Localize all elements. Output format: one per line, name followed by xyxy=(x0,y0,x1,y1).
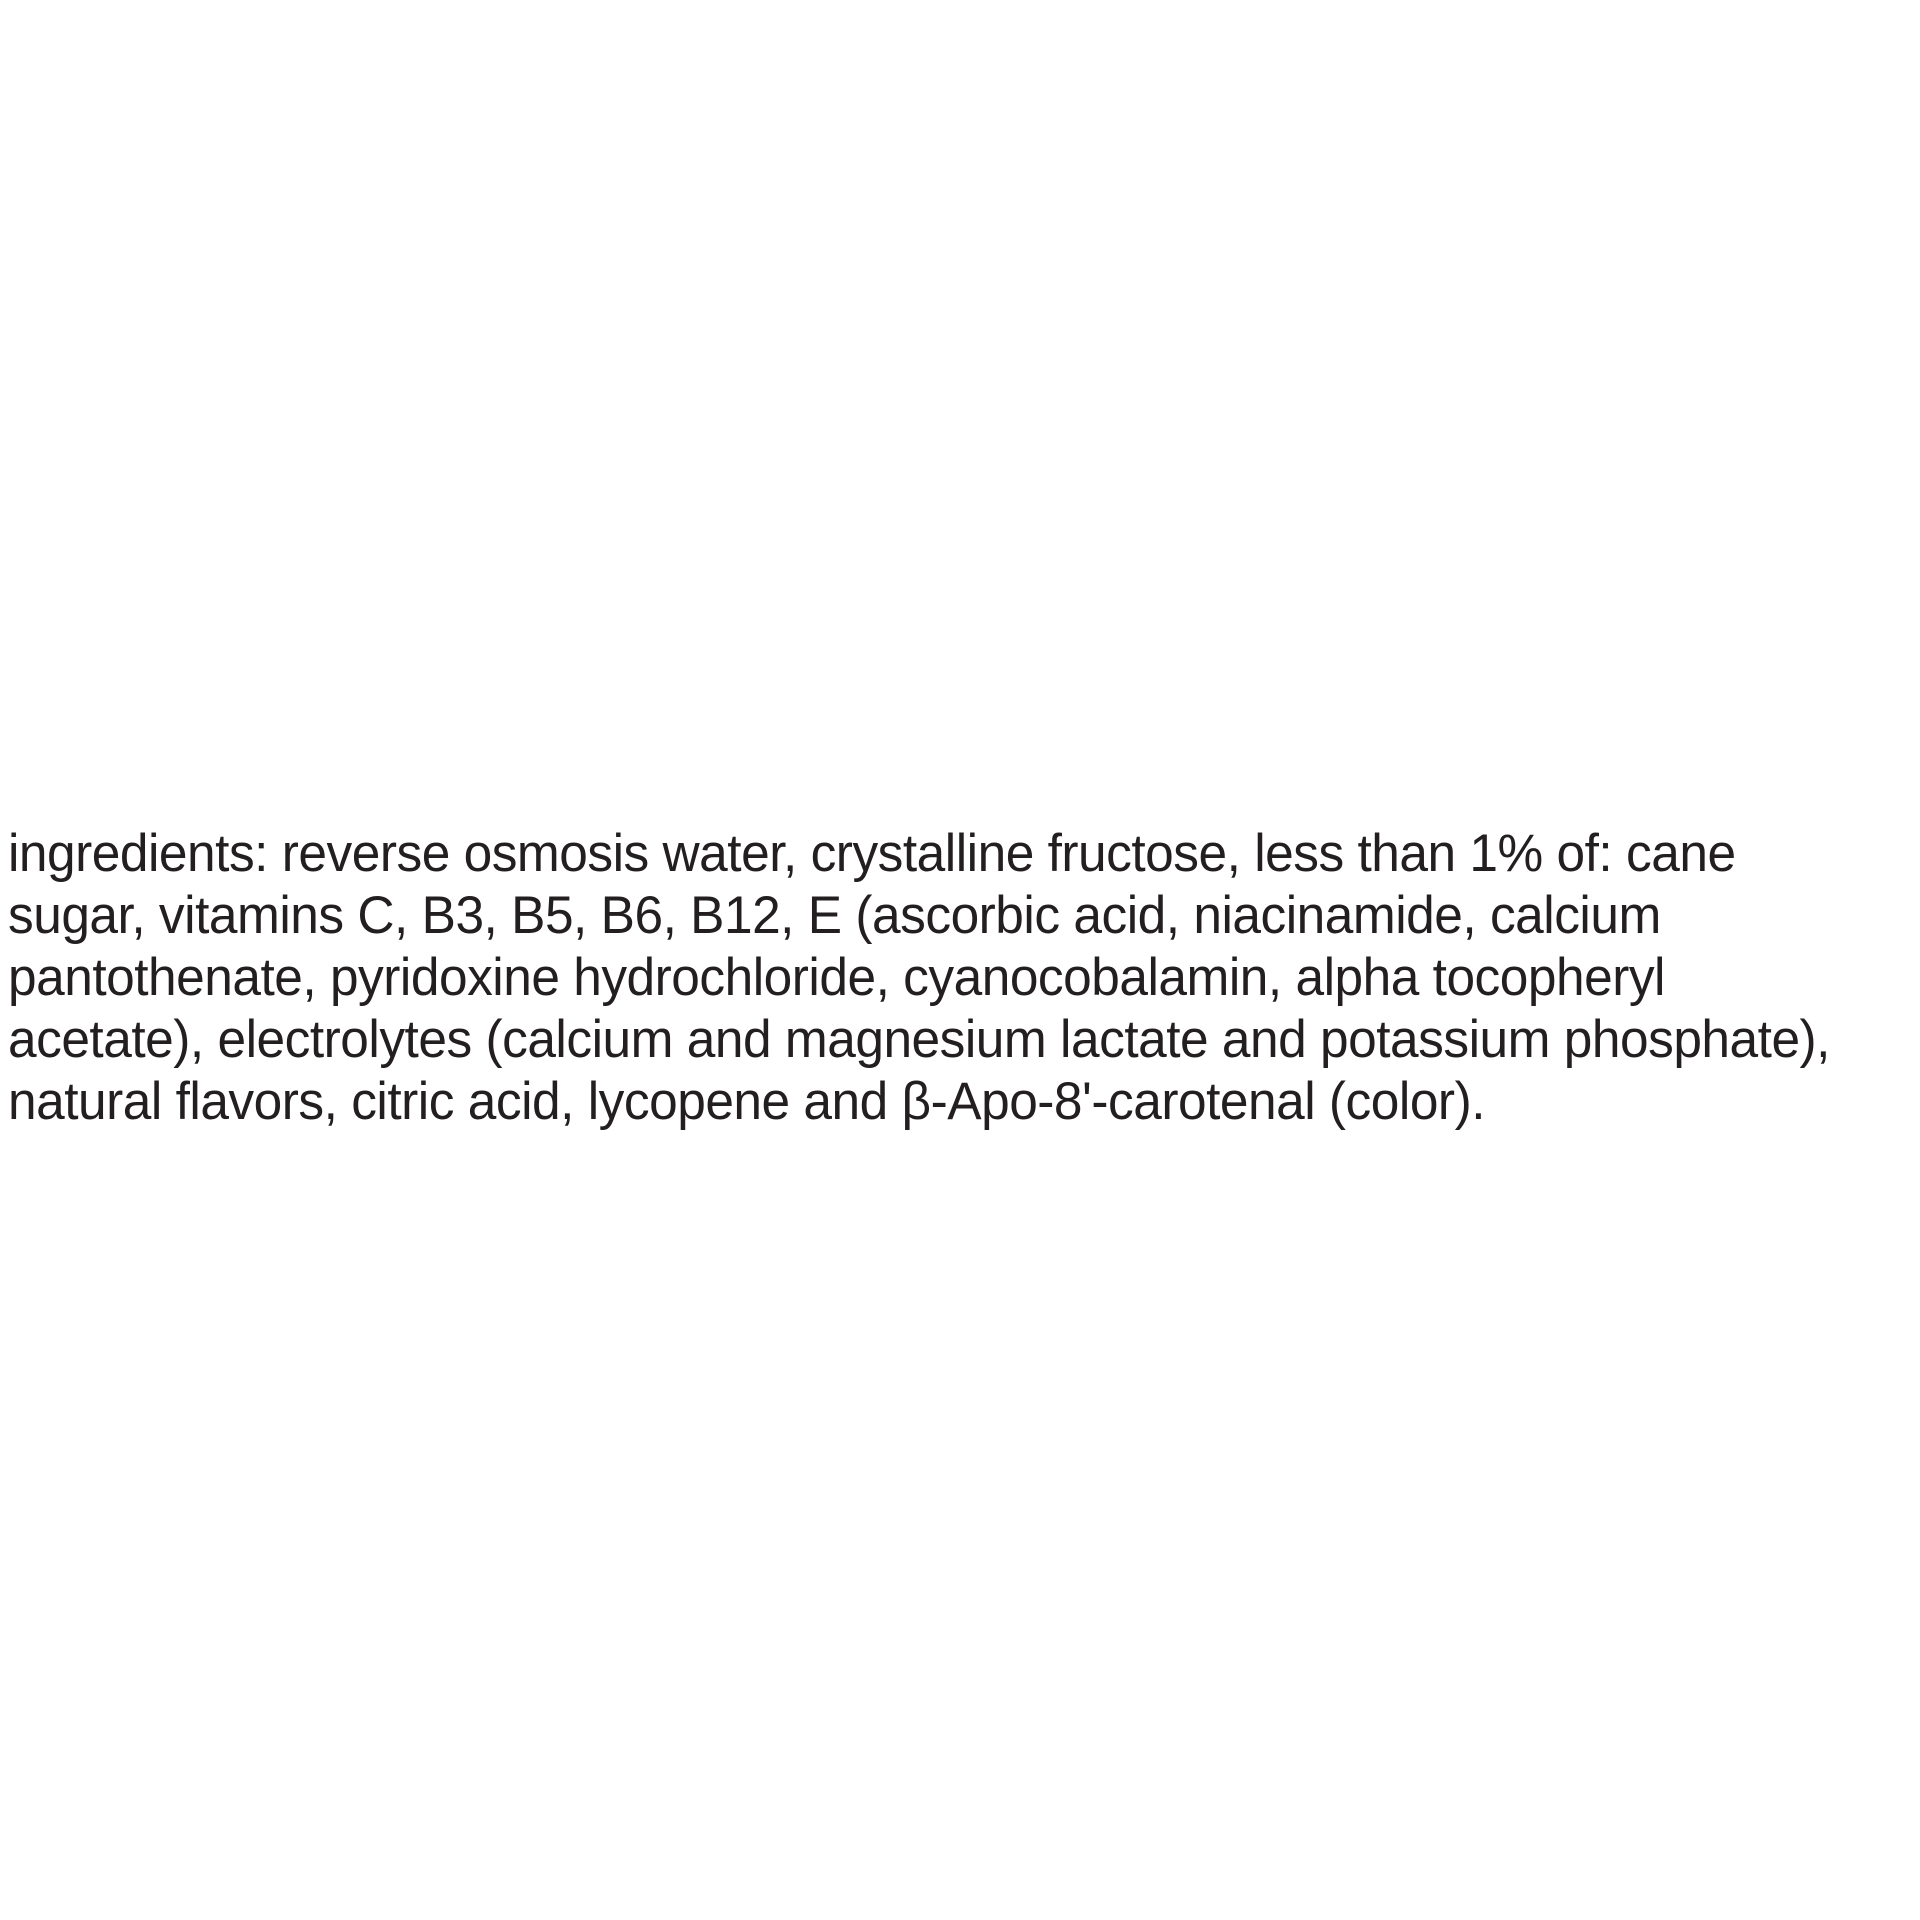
ingredients-block xyxy=(8,770,1912,1186)
ingredients-paragraph: ingredients: reverse osmosis water, crystalline fructose, less than 1% of: cane sugar, vitamins C, B3, B5, B6, B12, E (ascorbic acid, niacinamide, calcium pantothenate, pyridoxine hydrochloride, cyanocobalamin, alpha tocopheryl acetate), electrolytes (calcium and magnesium lactate and potassium phosphate), natural flavors, citric acid, lycopene and β-Apo-8'-carotenal (color). xyxy=(8,824,1830,1131)
